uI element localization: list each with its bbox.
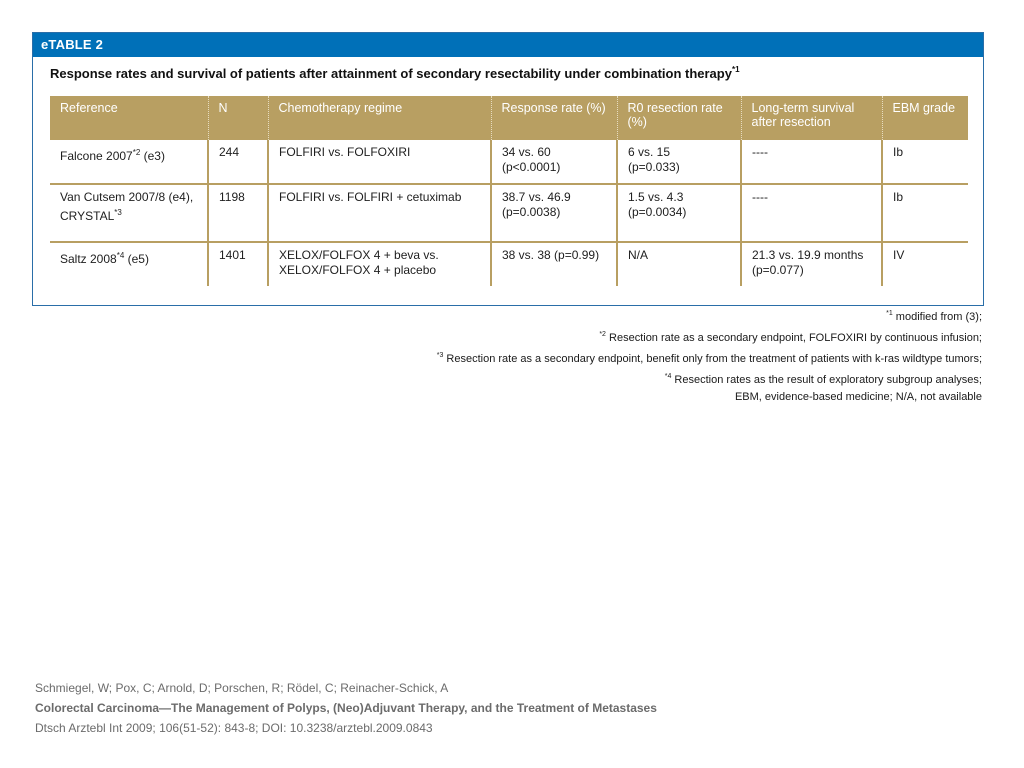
cell-r0: 6 vs. 15 (p=0.033) <box>617 140 741 184</box>
data-table <box>50 96 968 286</box>
header-r0-resection: R0 resection rate (%) <box>617 96 741 140</box>
cell-reference: Falcone 2007$^{*2}$ (e3) <box>50 140 208 184</box>
cell-response: 38.7 vs. 46.9 (p=0.0038) <box>491 184 617 242</box>
table-label: eTABLE 2 <box>33 33 983 57</box>
citation-authors: Schmiegel, W; Pox, C; Arnold, D; Porschen, R; Rödel, C; Reinacher-Schick, A <box>35 681 449 695</box>
header-chemotherapy: Chemotherapy regime <box>268 96 491 140</box>
table-header-row <box>50 96 968 140</box>
etable-frame <box>32 32 984 306</box>
table-caption <box>33 57 983 85</box>
cell-regime: XELOX/FOLFOX 4 + beva vs. XELOX/FOLFOX 4 + placebo <box>268 242 491 286</box>
citation-source: Dtsch Arztebl Int 2009; 106(51-52): 843-8; DOI: 10.3238/arztebl.2009.0843 <box>35 721 433 735</box>
cell-n: 1401 <box>208 242 268 286</box>
table-row <box>50 242 968 286</box>
header-reference: Reference <box>50 96 208 140</box>
footnote-abbreviations: EBM, evidence-based medicine; N/A, not available <box>734 391 982 403</box>
footnotes <box>437 305 982 406</box>
table-row <box>50 184 968 242</box>
cell-response: 34 vs. 60 (p<0.0001) <box>491 140 617 184</box>
cell-survival: 21.3 vs. 19.9 months (p=0.077) <box>741 242 882 286</box>
cell-ebm: IV <box>893 248 905 262</box>
cell-ebm: Ib <box>882 184 968 242</box>
header-n: N <box>208 96 268 140</box>
header-response-rate: Response rate (%) <box>491 96 617 140</box>
cell-regime: FOLFIRI vs. FOLFIRI + cetuximab <box>268 184 491 242</box>
cell-reference: Saltz 2008$^{*4}$ (e5) <box>50 242 208 286</box>
cell-n: 1198 <box>208 184 268 242</box>
header-survival: Long-term survival after resection <box>741 96 882 140</box>
table-row <box>50 140 968 184</box>
caption-footnote-mark: *1 <box>731 65 740 74</box>
caption-text: Response rates and survival of patients after attainment of secondary resectability under combination therapy <box>50 66 732 81</box>
cell-response: 38 vs. 38 (p=0.99) <box>491 242 617 286</box>
cell-reference: Van Cutsem 2007/8 (e4), CRYSTAL$^{*3}$ <box>50 184 208 242</box>
cell-survival: ---- <box>741 140 882 184</box>
cell-r0: 1.5 vs. 4.3 (p=0.0034) <box>617 184 741 242</box>
citation <box>35 678 657 738</box>
citation-title: Colorectal Carcinoma—The Management of Polyps, (Neo)Adjuvant Therapy, and the Treatment of Metastases <box>35 701 657 715</box>
footnote: $^{*2}$ Resection rate as a secondary endpoint, FOLFOXIRI by continuous infusion; <box>599 331 982 344</box>
cell-r0: N/A <box>617 242 741 286</box>
footnote: $^{*3}$ Resection rate as a secondary endpoint, benefit only from the treatment of patients with k-ras wildtype tumors; <box>436 352 982 365</box>
footnote: $^{*4}$ Resection rates as the result of exploratory subgroup analyses; <box>664 373 982 386</box>
footnote: $^{*1}$ modified from (3); <box>886 310 982 323</box>
cell-ebm: Ib <box>882 140 968 184</box>
cell-survival: ---- <box>741 184 882 242</box>
cell-regime: FOLFIRI vs. FOLFOXIRI <box>268 140 491 184</box>
header-ebm-grade: EBM grade <box>882 96 968 140</box>
cell-n: 244 <box>208 140 268 184</box>
